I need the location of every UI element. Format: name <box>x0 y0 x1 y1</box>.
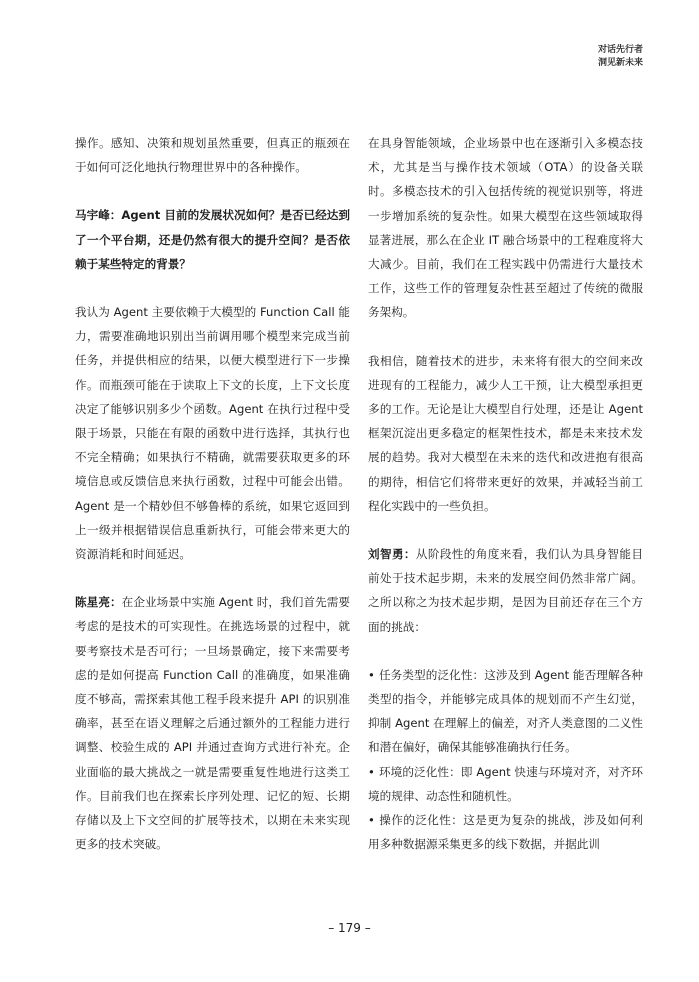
list-item: • 环境的泛化性：即 Agent 快速与环境对齐，对齐环境的规律、动态性和随机性。 <box>368 764 643 803</box>
paragraph-multimodal: 在具身智能领域，企业场景中也在逐渐引入多模态技术，尤其是当与操作技术领域（OTA）的设备关联时。多模态技术的引入包括传统的视觉识别等，将进一步增加系统的复杂性。如果大模型在这些领域取得显著进展，那么在企业 IT 融合场景中的工程难度将大大减少。目前，我们在工程实践中仍需进行大量技术工作，这些工作的管理复杂性甚至超过了传统的微服务架构。 <box>368 136 643 320</box>
speaker-text: 从阶段性的角度来看，我们认为具身智能目前处于技术起步期，未来的发展空间仍然非常广阔。之所以称之为技术起步期，是因为目前还存在三个方面的挑战： <box>368 547 643 634</box>
page-number: – 179 – <box>328 921 371 935</box>
speaker-paragraph <box>368 542 643 639</box>
speaker-text: 在企业场景中实施 Agent 时，我们首先需要考虑的是技术的可实现性。在挑选场景的过程中，就要考察技术是否可行；一旦场景确定，接下来需要考虑的是如何提高 Function Call 的准确度，如果准确度不够高，需探索其他工程手段来提升 API 的识别准确率，甚至在语义理解之后通过额外的工程能力进行调整、校验生成的 API 并通过查询方式进行补充。企业面临的最大挑战之一就是需要重复性地进行这类工作。目前我们也在探索长序列处理、记忆的短、长期存储以及上下文空间的扩展等技术，以期在未来实现更多的技术突破。 <box>75 595 350 852</box>
answer-paragraph: 我认为 Agent 主要依赖于大模型的 Function Call 能力，需要准确地识别出当前调用哪个模型来完成当前任务，并提供相应的结果，以便大模型进行下一步操作。而瓶颈可能在于读取上下文的长度，上下文长度决定了能够识别多少个函数。Agent 在执行过程中受限于场景，只能在有限的函数中进行选择，其执行也不完全精确；如果执行不精确，就需要获取更多的环境信息或反馈信息来执行函数，过程中可能会出错。Agent 是一个精妙但不够鲁棒的系统，如果它返回到上一级并根据错误信息重新执行，可能会带来更大的资源消耗和时间延迟。 <box>75 305 350 562</box>
list-item: • 操作的泛化性：这是更为复杂的挑战，涉及如何利用多种数据源采集更多的线下数据，并据此训 <box>368 813 643 852</box>
interview-question: 马宇峰：Agent 目前的发展状况如何？是否已经达到了一个平台期，还是仍然有很大的提升空间？是否依赖于某些特定的背景？ <box>75 208 350 271</box>
left-column <box>75 131 350 880</box>
speaker-name: 陈星亮： <box>75 595 122 610</box>
bullet-icon: • <box>368 764 375 779</box>
header-line-1: 对话先行者 <box>597 45 643 55</box>
right-column <box>368 131 643 856</box>
paragraph-continuation: 操作。感知、决策和规划虽然重要，但真正的瓶颈在于如何可泛化地执行物理世界中的各种操作。 <box>75 136 350 175</box>
challenge-list <box>368 663 643 857</box>
bullet-icon: • <box>368 813 375 828</box>
paragraph-outlook: 我相信，随着技术的进步，未来将有很大的空间来改进现有的工程能力，减少人工干预，让大模型承担更多的工作。无论是让大模型自行处理，还是让 Agent 框架沉淀出更多稳定的框架性技术，都是未来技术发展的趋势。我对大模型在未来的迭代和改进抱有很高的期待，相信它们将带来更好的效果，并减轻当前工程化实践中的一些负担。 <box>368 353 643 513</box>
header-line-2: 洞见新未来 <box>597 58 643 68</box>
speaker-paragraph <box>75 590 350 856</box>
running-header <box>598 44 643 70</box>
speaker-name: 刘智勇： <box>368 547 416 562</box>
list-item: • 任务类型的泛化性：这涉及到 Agent 能否理解各种类型的指令，并能够完成具体的规划而不产生幻觉，抑制 Agent 在理解上的偏差，对齐人类意图的二义性和潜在偏好，确保其能够准确执行任务。 <box>368 667 643 755</box>
bullet-icon: • <box>368 667 375 682</box>
